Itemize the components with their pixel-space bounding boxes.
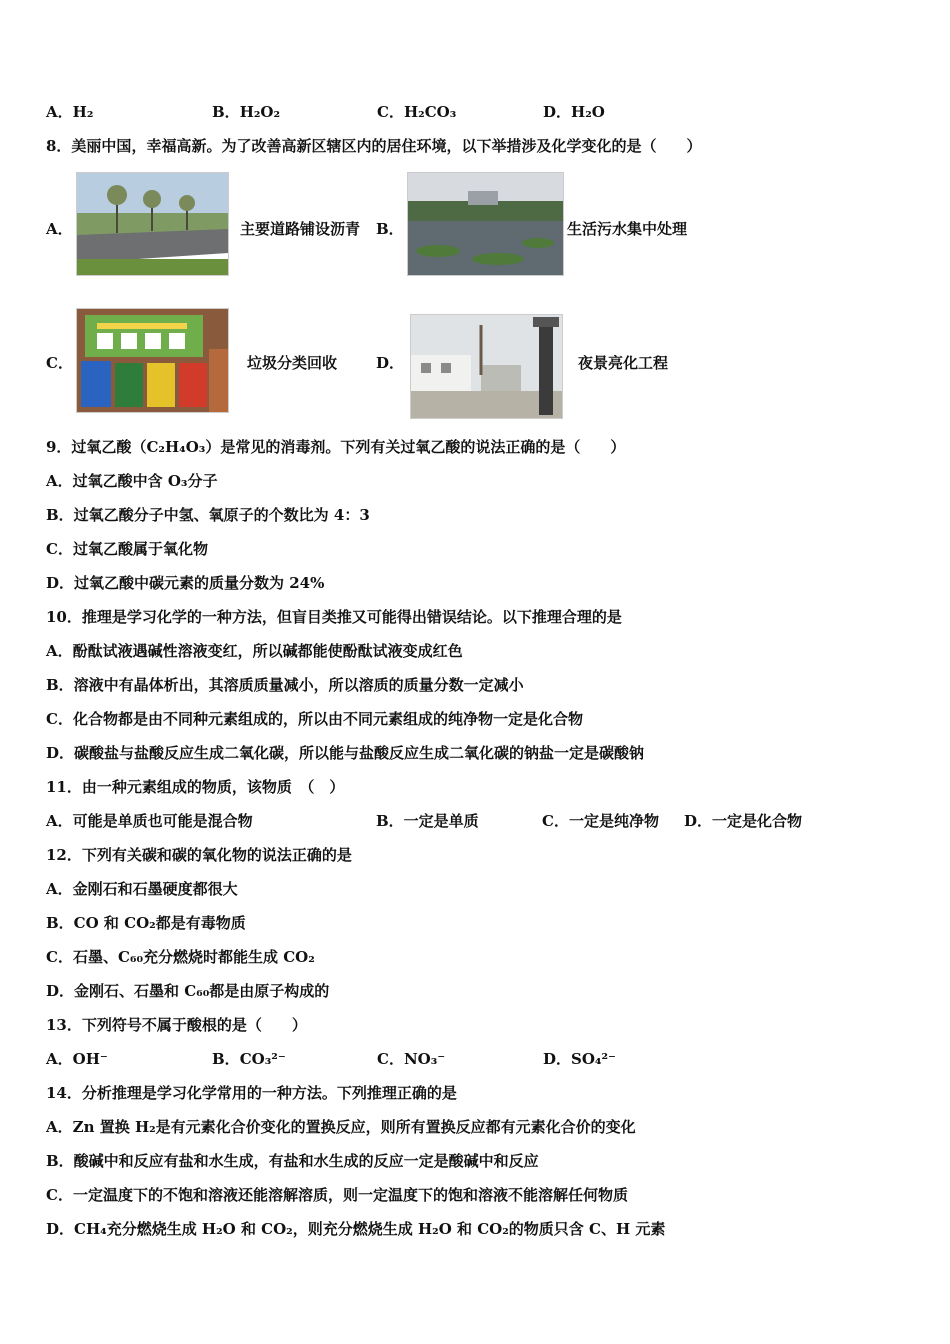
q13-option-d: D．SO₄²⁻ xyxy=(543,1050,616,1068)
q11-option-a: A．可能是单质也可能是混合物 xyxy=(46,812,253,830)
q8-stem: 8．美丽中国，幸福高新。为了改善高新区辖区内的居住环境，以下举措涉及化学变化的是（ ） xyxy=(46,137,702,155)
q14-stem: 14．分析推理是学习化学常用的一种方法。下列推理正确的是 xyxy=(46,1084,457,1102)
q7-option-a: A．H₂ xyxy=(46,103,94,121)
q13-option-a: A．OH⁻ xyxy=(46,1050,108,1068)
garbage-bins-photo xyxy=(76,308,229,413)
q9-option-d: D．过氧乙酸中碳元素的质量分数为 24% xyxy=(46,574,325,592)
q14-option-d: D．CH₄充分燃烧生成 H₂O 和 CO₂，则充分燃烧生成 H₂O 和 CO₂的物质只含 C、H 元素 xyxy=(46,1220,666,1238)
q8-d-label: D． xyxy=(376,354,405,372)
q14-option-a: A．Zn 置换 H₂是有元素化合价变化的置换反应，则所有置换反应都有元素化合价的变化 xyxy=(46,1118,636,1136)
q13-option-b: B．CO₃²⁻ xyxy=(212,1050,286,1068)
q13-stem: 13．下列符号不属于酸根的是（ ） xyxy=(46,1016,307,1034)
q12-option-d: D．金刚石、石墨和 C₆₀都是由原子构成的 xyxy=(46,982,330,1000)
water-treatment-photo xyxy=(407,172,564,276)
q11-option-b: B．一定是单质 xyxy=(376,812,479,830)
night-lighting-photo xyxy=(410,314,563,419)
q8-a-text: 主要道路铺设沥青 xyxy=(240,220,361,238)
q8-c-label: C． xyxy=(46,354,73,372)
q10-option-c: C．化合物都是由不同种元素组成的，所以由不同元素组成的纯净物一定是化合物 xyxy=(46,710,583,728)
q14-option-c: C．一定温度下的不饱和溶液还能溶解溶质，则一定温度下的饱和溶液不能溶解任何物质 xyxy=(46,1186,628,1204)
q11-option-d: D．一定是化合物 xyxy=(684,812,803,830)
q10-stem: 10．推理是学习化学的一种方法，但盲目类推又可能得出错误结论。以下推理合理的是 xyxy=(46,608,622,626)
q12-option-c: C．石墨、C₆₀充分燃烧时都能生成 CO₂ xyxy=(46,948,315,966)
q10-option-d: D．碳酸盐与盐酸反应生成二氧化碳，所以能与盐酸反应生成二氧化碳的钠盐一定是碳酸钠 xyxy=(46,744,645,762)
q10-option-b: B．溶液中有晶体析出，其溶质质量减小，所以溶质的质量分数一定减小 xyxy=(46,676,524,694)
q12-option-b: B．CO 和 CO₂都是有毒物质 xyxy=(46,914,246,932)
q10-option-a: A．酚酞试液遇碱性溶液变红，所以碱都能使酚酞试液变成红色 xyxy=(46,642,463,660)
q13-option-c: C．NO₃⁻ xyxy=(377,1050,446,1068)
q8-d-text: 夜景亮化工程 xyxy=(578,354,669,372)
q9-option-c: C．过氧乙酸属于氧化物 xyxy=(46,540,208,558)
q12-option-a: A．金刚石和石墨硬度都很大 xyxy=(46,880,238,898)
q8-c-text: 垃圾分类回收 xyxy=(247,354,338,372)
q8-b-label: B． xyxy=(376,220,404,238)
road-photo xyxy=(76,172,229,276)
q11-option-c: C．一定是纯净物 xyxy=(542,812,659,830)
q7-option-b: B．H₂O₂ xyxy=(212,103,281,121)
q9-option-b: B．过氧乙酸分子中氢、氧原子的个数比为 4：3 xyxy=(46,506,370,524)
q11-stem: 11．由一种元素组成的物质，该物质 （ ） xyxy=(46,778,345,796)
q8-b-text: 生活污水集中处理 xyxy=(567,220,688,238)
q7-option-d: D．H₂O xyxy=(543,103,605,121)
q8-a-label: A． xyxy=(46,220,73,238)
q12-stem: 12．下列有关碳和碳的氧化物的说法正确的是 xyxy=(46,846,352,864)
q9-stem: 9．过氧乙酸（C₂H₄O₃）是常见的消毒剂。下列有关过氧乙酸的说法正确的是（ ） xyxy=(46,438,626,456)
q9-option-a: A．过氧乙酸中含 O₃分子 xyxy=(46,472,218,490)
q7-option-c: C．H₂CO₃ xyxy=(377,103,457,121)
q14-option-b: B．酸碱中和反应有盐和水生成，有盐和水生成的反应一定是酸碱中和反应 xyxy=(46,1152,539,1170)
